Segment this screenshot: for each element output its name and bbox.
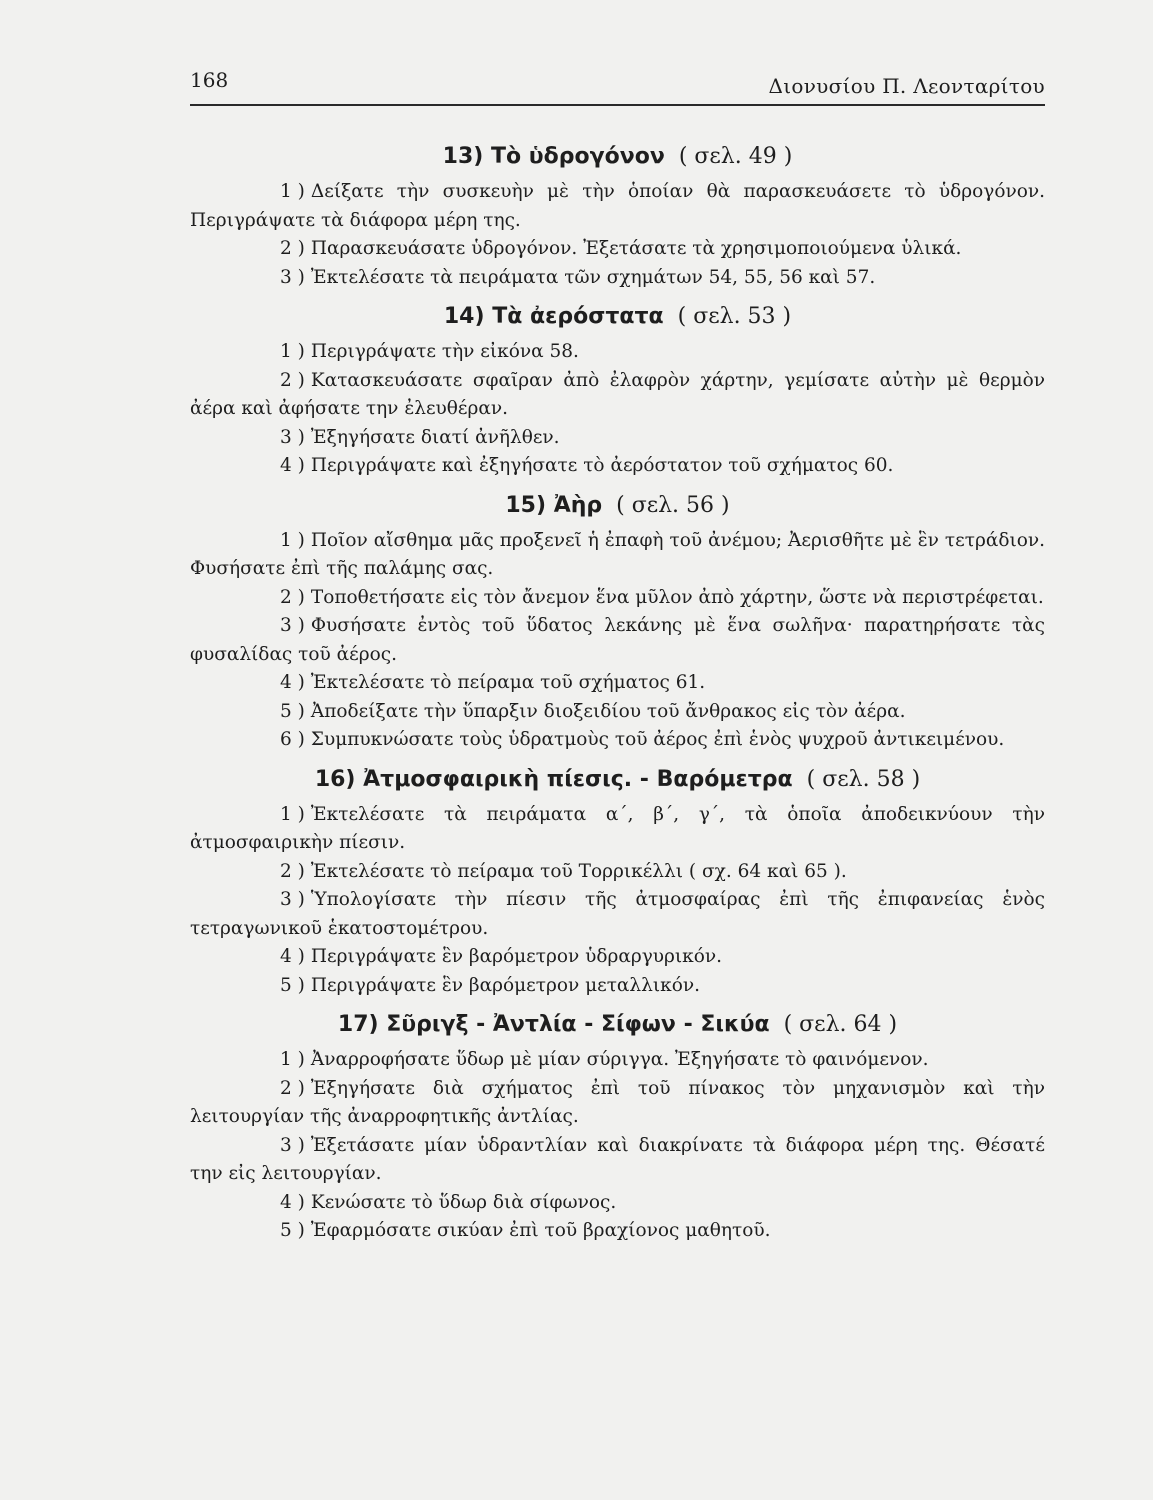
item-text: Ἐκτελέσατε τὰ πειράματα τῶν σχημάτων 54, 55, 56 καὶ 57. — [310, 266, 876, 288]
item-number: 2 ) — [280, 238, 305, 259]
item-text: Ἐξηγήσατε διὰ σχήματος ἐπὶ τοῦ πίνακος τὸν μηχανισμὸν καὶ τὴν λειτουργίαν τῆς ἀναρροφητικῆς ἀντλίας. — [190, 1077, 1045, 1127]
item-number: 6 ) — [280, 729, 305, 750]
item-text: Ἐκτελέσατε τὸ πείραμα τοῦ Τορρικέλλι ( σχ. 64 καὶ 65 ). — [310, 860, 847, 882]
list-item — [190, 452, 1045, 481]
list-item — [190, 1046, 1045, 1075]
section-title: 16) Ἀτμοσφαιρικὴ πίεσις. - Βαρόμετρα — [314, 766, 793, 792]
item-number: 1 ) — [280, 181, 305, 202]
item-number: 3 ) — [280, 426, 305, 448]
list-item — [190, 726, 1045, 755]
section-title: 17) Σῦριγξ - Ἀντλία - Σίφων - Σικύα — [337, 1012, 770, 1037]
item-text: Δείξατε τὴν συσκευὴν μὲ τὴν ὁποίαν θὰ παρασκευάσετε τὸ ὑδρογόνον. Περιγράψατε τὰ διάφορα μέρη της. — [190, 181, 1045, 231]
item-text: Συμπυκνώσατε τοὺς ὑδρατμοὺς τοῦ ἀέρος ἐπὶ ἑνὸς ψυχροῦ ἀντικειμένου. — [310, 729, 1005, 750]
item-text: Κενώσατε τὸ ὕδωρ διὰ σίφωνος. — [310, 1191, 617, 1213]
list-item — [190, 527, 1045, 584]
list-item — [190, 972, 1045, 1001]
section-title: 14) Τὰ ἀερόστατα — [443, 304, 664, 329]
item-number: 1 ) — [280, 341, 305, 362]
page-body — [190, 140, 1045, 1246]
item-text: Τοποθετήσατε εἰς τὸν ἄνεμον ἕνα μῦλον ἀπὸ χάρτην, ὥστε νὰ περιστρέφεται. — [310, 586, 1044, 608]
item-number: 3 ) — [280, 1134, 305, 1156]
item-number: 2 ) — [280, 369, 305, 391]
page-reference: ( σελ. 49 ) — [678, 144, 793, 169]
list-item — [190, 669, 1045, 698]
item-text: Ὑπολογίσατε τὴν πίεσιν τῆς ἀτμοσφαίρας ἐπὶ τῆς ἐπιφανείας ἑνὸς τετραγωνικοῦ ἑκατοστομέτρου. — [190, 889, 1045, 939]
section-title: 13) Τὸ ὑδρογόνον — [442, 144, 665, 169]
item-number: 4 ) — [280, 946, 305, 967]
item-text: Ἐκτελέσατε τὰ πειράματα α΄, β΄, γ΄, τὰ ὁποῖα ἀποδεικνύουν τὴν ἀτμοσφαιρικὴν πίεσιν. — [190, 803, 1045, 853]
section-heading — [190, 763, 1045, 797]
list-item — [190, 1189, 1045, 1218]
item-text: Φυσήσατε ἐντὸς τοῦ ὕδατος λεκάνης μὲ ἕνα σωλῆνα· παρατηρήσατε τὰς φυσαλίδας τοῦ ἀέρος. — [190, 615, 1045, 665]
list-item — [190, 801, 1045, 858]
item-number: 1 ) — [280, 529, 305, 551]
header-rule — [190, 104, 1045, 106]
item-text: Ποῖον αἴσθημα μᾶς προξενεῖ ἡ ἐπαφὴ τοῦ ἀνέμου; Ἀερισθῆτε μὲ ἓν τετράδιον. Φυσήσατε ἐπὶ τῆς παλάμης σας. — [190, 529, 1045, 579]
item-text: Ἐφαρμόσατε σικύαν ἐπὶ τοῦ βραχίονος μαθητοῦ. — [310, 1220, 771, 1241]
item-text: Ἀποδείξατε τὴν ὕπαρξιν διοξειδίου τοῦ ἄνθρακος εἰς τὸν ἀέρα. — [310, 700, 906, 722]
item-number: 2 ) — [280, 860, 305, 882]
page-reference: ( σελ. 64 ) — [783, 1012, 898, 1037]
section-16 — [190, 763, 1045, 1001]
item-text: Παρασκευάσατε ὑδρογόνον. Ἐξετάσατε τὰ χρησιμοποιούμενα ὑλικά. — [310, 238, 962, 259]
list-item — [190, 367, 1045, 424]
item-text: Περιγράψατε καὶ ἐξηγήσατε τὸ ἀερόστατον τοῦ σχήματος 60. — [310, 455, 894, 476]
list-item — [190, 1217, 1045, 1246]
list-item — [190, 264, 1045, 293]
item-text: Κατασκευάσατε σφαῖραν ἀπὸ ἐλαφρὸν χάρτην, γεμίσατε αὐτὴν μὲ θερμὸν ἀέρα καὶ ἀφήσατε την ἐλευθέραν. — [190, 369, 1045, 419]
list-item — [190, 612, 1045, 669]
list-item — [190, 698, 1045, 727]
list-item — [190, 1132, 1045, 1189]
section-heading — [190, 140, 1045, 174]
section-15 — [190, 489, 1045, 755]
item-text: Περιγράψατε ἓν βαρόμετρον μεταλλικόν. — [310, 974, 700, 996]
item-number: 4 ) — [280, 672, 305, 693]
item-text: Ἐξηγήσατε διατί ἀνῆλθεν. — [310, 426, 560, 448]
item-text: Ἀναρροφήσατε ὕδωρ μὲ μίαν σύριγγα. Ἐξηγήσατε τὸ φαινόμενον. — [310, 1049, 929, 1070]
list-item — [190, 235, 1045, 264]
item-text: Ἐκτελέσατε τὸ πείραμα τοῦ σχήματος 61. — [310, 672, 706, 693]
section-17 — [190, 1008, 1045, 1246]
list-item — [190, 178, 1045, 235]
section-title: 15) Ἀὴρ — [505, 492, 603, 518]
item-number: 4 ) — [280, 455, 305, 476]
list-item — [190, 1075, 1045, 1132]
item-number: 1 ) — [280, 1049, 305, 1070]
item-number: 5 ) — [280, 1220, 305, 1241]
item-text: Περιγράψατε τὴν εἰκόνα 58. — [310, 341, 579, 362]
list-item — [190, 584, 1045, 613]
item-number: 3 ) — [280, 889, 305, 910]
page-reference: ( σελ. 56 ) — [616, 492, 730, 518]
list-item — [190, 858, 1045, 887]
running-head: Διονυσίου Π. Λεονταρίτου — [768, 74, 1045, 98]
item-number: 2 ) — [280, 586, 305, 608]
item-number: 4 ) — [280, 1191, 305, 1213]
list-item — [190, 338, 1045, 367]
item-text: Ἐξετάσατε μίαν ὑδραντλίαν καὶ διακρίνατε τὰ διάφορα μέρη της. Θέσατέ την εἰς λειτουργίαν. — [190, 1134, 1045, 1184]
list-item — [190, 424, 1045, 453]
page-number: 168 — [190, 68, 229, 92]
section-heading — [190, 300, 1045, 334]
item-number: 5 ) — [280, 974, 305, 996]
item-number: 3 ) — [280, 615, 305, 636]
item-number: 3 ) — [280, 266, 305, 288]
item-text: Περιγράψατε ἓν βαρόμετρον ὑδραργυρικόν. — [310, 946, 722, 967]
page-header — [190, 64, 1045, 104]
section-heading — [190, 489, 1045, 523]
section-14 — [190, 300, 1045, 481]
list-item — [190, 886, 1045, 943]
section-heading — [190, 1008, 1045, 1042]
item-number: 2 ) — [280, 1077, 305, 1099]
section-13 — [190, 140, 1045, 292]
list-item — [190, 943, 1045, 972]
item-number: 1 ) — [280, 803, 305, 825]
item-number: 5 ) — [280, 700, 305, 722]
page-reference: ( σελ. 58 ) — [806, 766, 921, 792]
page-reference: ( σελ. 53 ) — [677, 304, 792, 329]
